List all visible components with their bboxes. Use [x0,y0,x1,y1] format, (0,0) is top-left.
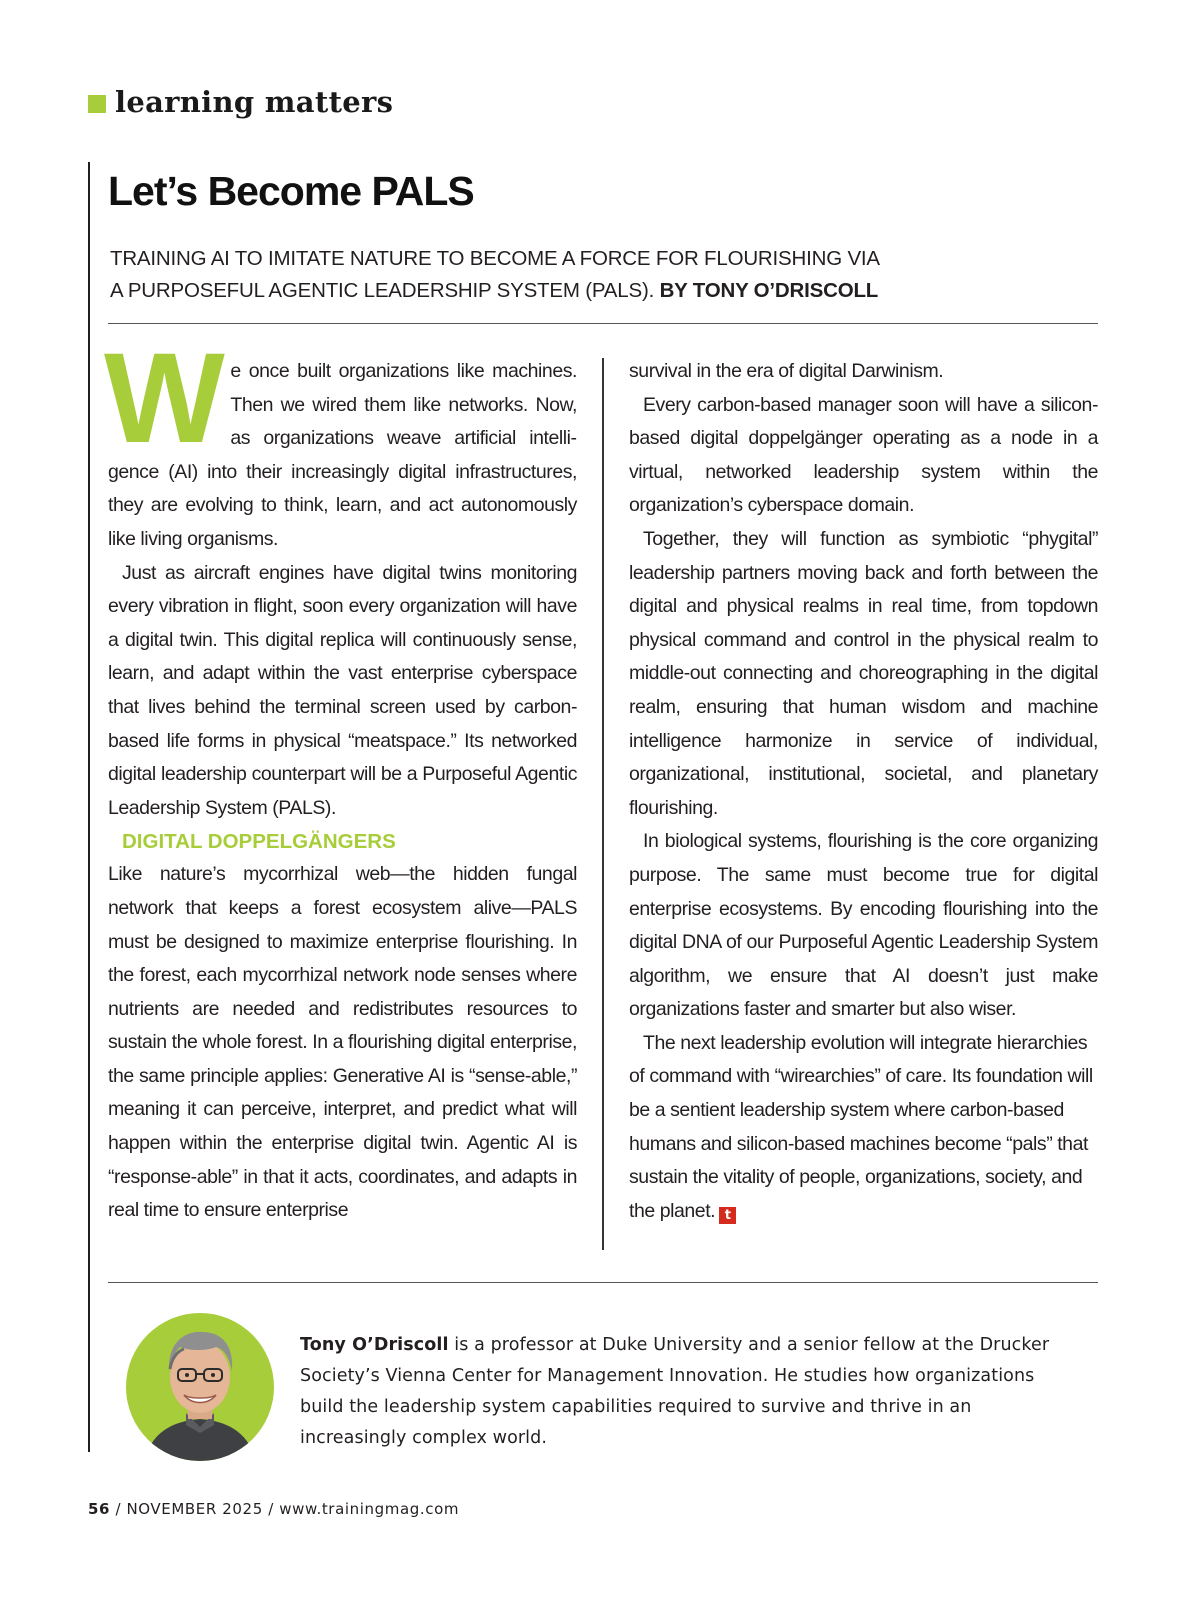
byline: BY TONY O’DRISCOLL [659,279,879,302]
paragraph-1-text: e once built organizations like machines. Then we wired them like networks. Now, as organizations weave artificial intelligence (AI) into their increasingly digital infrastructures, they are evolving to think, learn, and act autonomously like living organisms. [108,360,577,550]
article-title: Let’s Become PALS [108,168,474,214]
author-photo [126,1313,274,1461]
bio-line-3: build the leadership system capabilities required to survive and thrive in an [300,1397,972,1417]
left-margin-rule [88,162,90,1452]
paragraph-3: Like nature’s mycorrhizal web—the hidden fungal network that keeps a forest ecosystem alive—PALS must be designed to maximize enterprise flourishing. In the forest, each mycorrhizal network node senses where nutrients are needed and redistributes resources to sustain the whole forest. In a flourishing digital enterprise, the same principle applies: Generative AI is “sense-able,” meaning it can perceive, interpret, and predict what will happen within the enterprise digital twin. Agentic AI is “response-able” in that it acts, coordinates, and adapts in real time to ensure enterprise [108,863,577,1222]
article-deck [110,243,1010,307]
paragraph-2: Just as aircraft engines have digital twins monitoring every vibration in flight, soon every organization will have a digital twin. This digital replica will continuously sense, learn, and adapt within the vast enterprise cyberspace that lives behind the terminal screen used by carbon-based life forms in physical “meatspace.” Its networked digital leadership counterpart will be a Purposeful Agentic Leadership System (PALS). [108,561,577,819]
paragraph-6: In biological systems, flourishing is the core organizing purpose. The same must become true for digital enterprise ecosystems. By encoding flourishing into the digital DNA of our Purposeful Agentic Leadership System algorithm, we ensure that AI doesn’t just make organizations faster and smarter but also wiser. [629,830,1098,1021]
deck-line-2-text: A PURPOSEFUL AGENTIC LEADERSHIP SYSTEM (PALS). [110,279,655,302]
paragraph-7-text: The next leadership evolution will integrate hierarchies of command with “wirearchies” of care. Its foundation will be a sentient leadership system where carbon-based humans and silicon-based machines become “pals” that sustain the vitality of people, organizations, society, and the planet. [629,1031,1093,1222]
bio-line-1-text: is a professor at Duke University and a senior fellow at the Drucker [448,1335,1050,1355]
bio-line-2: Society’s Vienna Center for Management Innovation. He studies how organizations [300,1366,1035,1386]
paragraph-7 [629,1027,1098,1229]
author-bio [300,1330,1070,1454]
paragraph-3-continued: survival in the era of digital Darwinism. [629,360,944,382]
author-name: Tony O’Driscoll [300,1335,449,1355]
end-of-article-icon: t [719,1207,736,1224]
paragraph-5: Together, they will function as symbiotic “phygital” leadership partners moving back and forth between the digital and physical realms in real time, from topdown physical command and control in the physical realm to middle-out connecting and choreographing in the digital realm, ensuring that human wisdom and machine intelligence harmonize in service of individual, organizational, institutional, societal, and planetary flourishing. [629,527,1098,819]
header-divider [108,323,1098,324]
bio-divider [108,1282,1098,1283]
paragraph-1 [104,327,577,557]
paragraph-4: Every carbon-based manager soon will have a silicon-based digital doppelgänger operating as a node in a virtual, networked leadership system within the organization’s cyberspace domain. [629,393,1098,517]
deck-line-2 [110,275,1010,307]
section-tag [88,82,393,122]
bio-line-1 [300,1330,1070,1361]
deck-line-1: TRAINING AI TO IMITATE NATURE TO BECOME A FORCE FOR FLOURISHING VIA [110,247,880,270]
author-portrait-icon [126,1313,274,1461]
column-divider [602,358,604,1250]
drop-cap: W [104,327,225,470]
article-column-right [629,355,1098,1228]
article-column-left [104,327,577,1228]
section-tag-square [88,95,106,113]
page-footer [88,1500,459,1518]
subhead-digital-doppelgangers: DIGITAL DOPPELGÄNGERS [122,830,396,854]
footer-issue-info: / NOVEMBER 2025 / www.trainingmag.com [110,1500,460,1518]
page-number: 56 [88,1500,111,1518]
section-tag-label: learning matters [115,85,394,119]
bio-line-4: increasingly complex world. [300,1428,548,1448]
